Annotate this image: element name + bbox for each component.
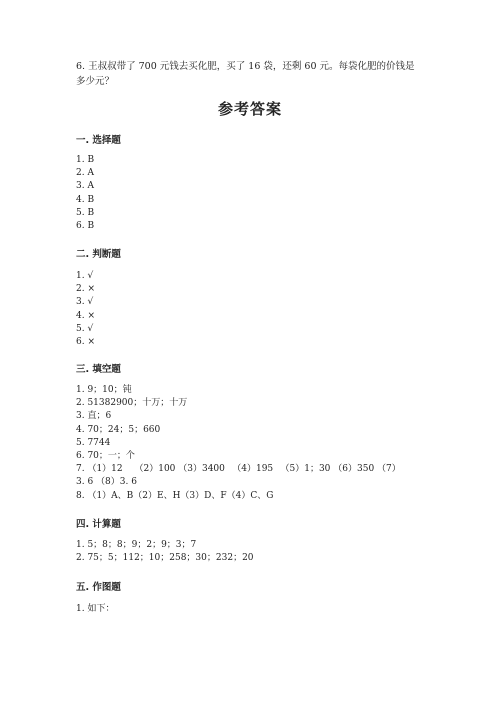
list-item: 6. B (76, 221, 95, 232)
list-item: 7. （1）12 （2）100 （3）3400 （4）195 （5）1；30 （6）350 （7） (76, 464, 401, 475)
list-item: 3. √ (76, 297, 94, 308)
list-item: 2. × (76, 284, 95, 295)
question-6-line-2: 多少元？ (76, 75, 115, 87)
question-6-line-1: 6. 王叔叔带了 700 元钱去买化肥，买了 16 袋，还剩 60 元。每袋化肥的价钱是 (76, 61, 415, 72)
list-item: 5. B (76, 207, 95, 218)
list-item: 8. （1）A、B（2）E、H（3）D、F（4）C、G (76, 490, 274, 501)
list-item: 6. 70；一；个 (76, 451, 135, 462)
list-item: 6. × (76, 337, 95, 348)
list-item: 1. 如下： (76, 604, 115, 614)
list-item: 3. 6 （8）3. 6 (76, 477, 137, 488)
list-item: 2. 51382900；十万；十万 (76, 398, 188, 409)
list-item: 1. 5；8；8；9；2；9；3；7 (76, 540, 197, 550)
section-list-fill (76, 384, 401, 503)
section-list-draw (76, 603, 114, 616)
section-heading-judge: 二. 判断题 (76, 249, 121, 260)
list-item: 2. 75；5；112；10；258；30；232；20 (76, 553, 254, 564)
section-list-choice (76, 154, 94, 233)
question-6 (76, 60, 436, 89)
section-list-calc (76, 539, 254, 565)
list-item: 4. 70；24；5；660 (76, 424, 161, 435)
list-item: 1. 9；10；钝 (76, 385, 132, 395)
list-item: 3. 直；6 (76, 411, 112, 422)
list-item: 4. × (76, 310, 95, 321)
list-item: 5. √ (76, 323, 94, 334)
list-item: 5. 7744 (76, 437, 111, 448)
list-item: 2. A (76, 168, 94, 179)
list-item: 1. B (76, 155, 95, 165)
section-heading-choice: 一. 选择题 (76, 135, 121, 146)
section-heading-draw: 五. 作图题 (76, 582, 121, 593)
page-title: 参考答案 (217, 100, 282, 118)
list-item: 1. √ (76, 271, 94, 281)
list-item: 4. B (76, 194, 95, 205)
section-list-judge (76, 270, 95, 349)
section-heading-fill: 三. 填空题 (76, 364, 121, 375)
section-heading-calc: 四. 计算题 (76, 519, 121, 530)
list-item: 3. A (76, 181, 94, 192)
